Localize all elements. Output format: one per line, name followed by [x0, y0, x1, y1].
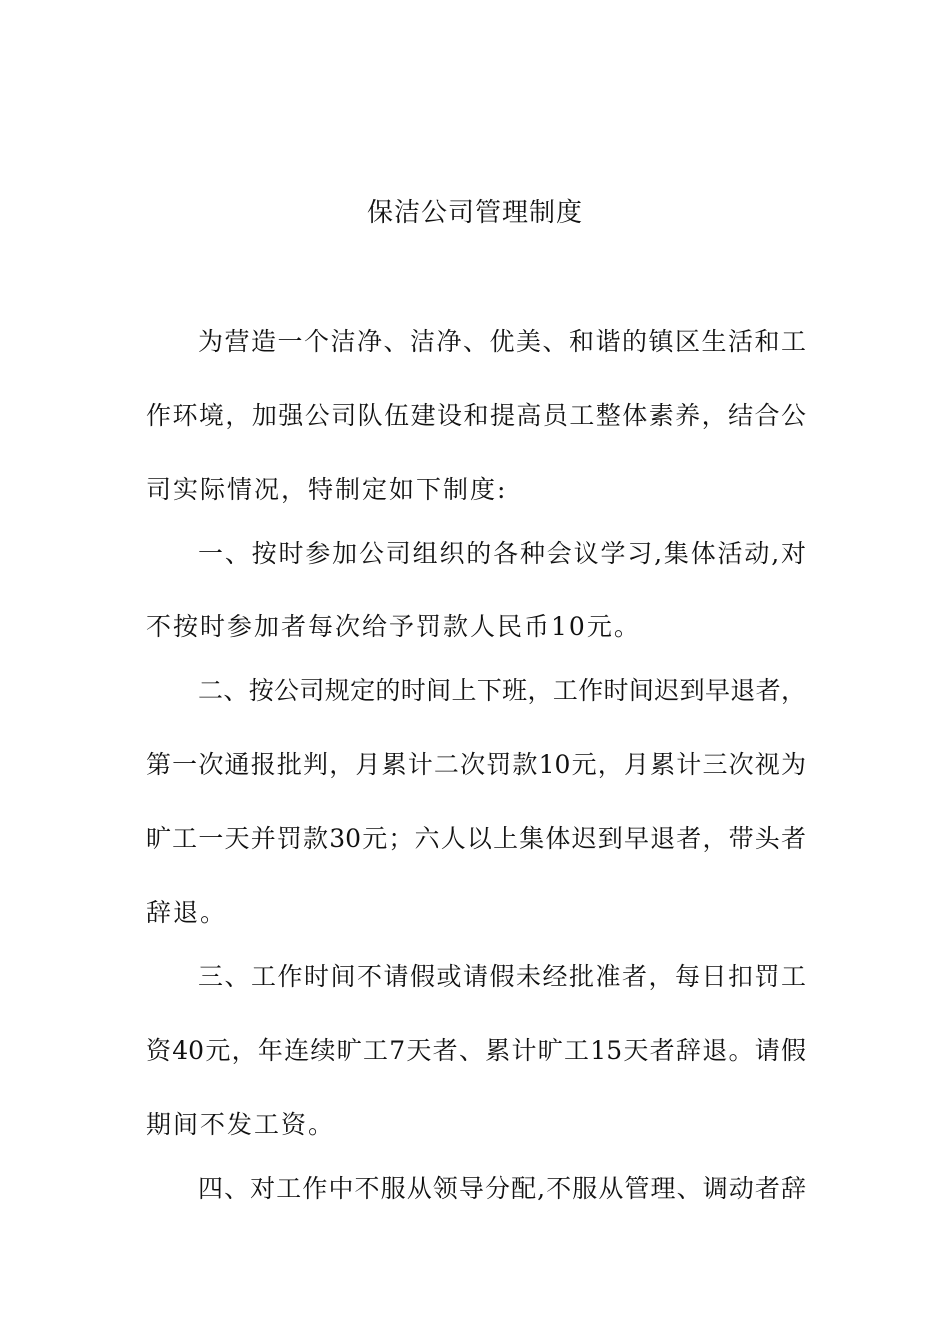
paragraph-line: 二、按公司规定的时间上下班，工作时间迟到早退者，: [198, 676, 806, 705]
paragraph-line: 辞退。: [146, 898, 228, 927]
paragraph-line: 第一次通报批判，月累计二次罚款10元，月累计三次视为: [146, 750, 806, 779]
paragraph-line: 为营造一个洁净、洁净、优美、和谐的镇区生活和工: [198, 327, 806, 356]
document-title: 保洁公司管理制度: [366, 198, 583, 228]
paragraph-line: 期间不发工资。: [146, 1110, 336, 1139]
paragraph-line: 不按时参加者每次给予罚款人民币10元。: [146, 612, 641, 641]
paragraph-line: 资40元，年连续旷工7天者、累计旷工15天者辞退。请假: [146, 1036, 806, 1065]
paragraph-line: 作环境，加强公司队伍建设和提高员工整体素养，结合公: [146, 401, 806, 430]
paragraph-line: 司实际情况，特制定如下制度:: [146, 475, 508, 504]
paragraph-line: 四、对工作中不服从领导分配,不服从管理、调动者辞: [198, 1174, 806, 1203]
paragraph-line: 三、工作时间不请假或请假未经批准者，每日扣罚工: [198, 962, 806, 991]
paragraph-line: 旷工一天并罚款30元；六人以上集体迟到早退者，带头者: [146, 824, 806, 853]
paragraph-line: 一、按时参加公司组织的各种会议学习,集体活动,对: [198, 539, 806, 568]
